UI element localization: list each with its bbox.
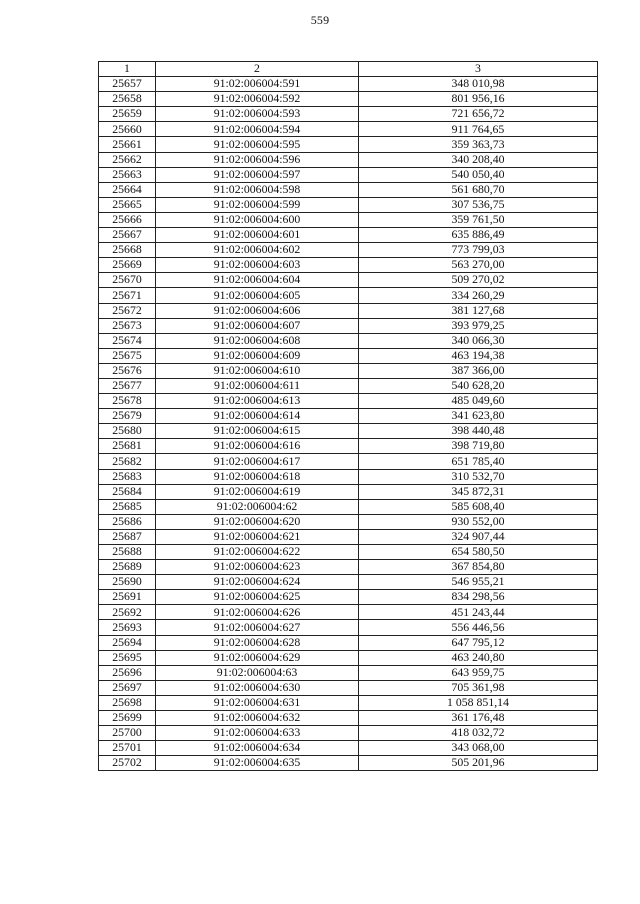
value-cell: 324 907,44 [359,529,598,544]
table-row [99,167,598,182]
table-row [99,635,598,650]
value-cell: 801 956,16 [359,92,598,107]
value-cell: 635 886,49 [359,228,598,243]
row-number-cell: 25702 [99,756,156,771]
cadastral-number-cell: 91:02:006004:627 [156,620,359,635]
cadastral-number-cell: 91:02:006004:591 [156,77,359,92]
table-row [99,318,598,333]
cadastral-number-cell: 91:02:006004:605 [156,288,359,303]
row-number-cell: 25683 [99,469,156,484]
cadastral-number-cell: 91:02:006004:632 [156,711,359,726]
value-cell: 540 050,40 [359,167,598,182]
table-row [99,545,598,560]
value-cell: 643 959,75 [359,665,598,680]
value-cell: 556 446,56 [359,620,598,635]
header-row [99,62,598,77]
cadastral-number-cell: 91:02:006004:620 [156,514,359,529]
row-number-cell: 25696 [99,665,156,680]
value-cell: 345 872,31 [359,484,598,499]
table-row [99,107,598,122]
table-row [99,590,598,605]
value-cell: 343 068,00 [359,741,598,756]
row-number-cell: 25668 [99,243,156,258]
row-number-cell: 25686 [99,514,156,529]
table-row [99,454,598,469]
row-number-cell: 25672 [99,303,156,318]
value-cell: 911 764,65 [359,122,598,137]
table-row [99,182,598,197]
row-number-cell: 25667 [99,228,156,243]
row-number-cell: 25690 [99,575,156,590]
cadastral-number-cell: 91:02:006004:613 [156,394,359,409]
table-body [99,77,598,771]
value-cell: 451 243,44 [359,605,598,620]
row-number-cell: 25678 [99,394,156,409]
table-row [99,122,598,137]
row-number-cell: 25679 [99,409,156,424]
cadastral-number-cell: 91:02:006004:622 [156,545,359,560]
table-row [99,363,598,378]
cadastral-table [98,61,598,771]
table-row [99,529,598,544]
table-row [99,378,598,393]
table-row [99,439,598,454]
table-row [99,726,598,741]
table-row [99,303,598,318]
value-cell: 463 240,80 [359,650,598,665]
cadastral-number-cell: 91:02:006004:634 [156,741,359,756]
column-header-1: 1 [99,62,156,77]
table-row [99,680,598,695]
table-row [99,273,598,288]
cadastral-number-cell: 91:02:006004:63 [156,665,359,680]
cadastral-number-cell: 91:02:006004:617 [156,454,359,469]
table-row [99,484,598,499]
cadastral-number-cell: 91:02:006004:629 [156,650,359,665]
value-cell: 341 623,80 [359,409,598,424]
value-cell: 540 628,20 [359,378,598,393]
value-cell: 398 719,80 [359,439,598,454]
value-cell: 348 010,98 [359,77,598,92]
value-cell: 505 201,96 [359,756,598,771]
cadastral-number-cell: 91:02:006004:603 [156,258,359,273]
cadastral-number-cell: 91:02:006004:623 [156,560,359,575]
table-row [99,650,598,665]
cadastral-number-cell: 91:02:006004:628 [156,635,359,650]
table-row [99,243,598,258]
row-number-cell: 25661 [99,137,156,152]
row-number-cell: 25671 [99,288,156,303]
value-cell: 651 785,40 [359,454,598,469]
table-row [99,741,598,756]
value-cell: 509 270,02 [359,273,598,288]
table-row [99,499,598,514]
value-cell: 585 608,40 [359,499,598,514]
cadastral-number-cell: 91:02:006004:621 [156,529,359,544]
cadastral-number-cell: 91:02:006004:631 [156,695,359,710]
table-row [99,469,598,484]
cadastral-number-cell: 91:02:006004:610 [156,363,359,378]
value-cell: 463 194,38 [359,348,598,363]
table-row [99,394,598,409]
cadastral-number-cell: 91:02:006004:619 [156,484,359,499]
value-cell: 773 799,03 [359,243,598,258]
value-cell: 654 580,50 [359,545,598,560]
row-number-cell: 25659 [99,107,156,122]
value-cell: 310 532,70 [359,469,598,484]
row-number-cell: 25677 [99,378,156,393]
cadastral-number-cell: 91:02:006004:633 [156,726,359,741]
row-number-cell: 25675 [99,348,156,363]
cadastral-number-cell: 91:02:006004:626 [156,605,359,620]
cadastral-number-cell: 91:02:006004:625 [156,590,359,605]
value-cell: 1 058 851,14 [359,695,598,710]
row-number-cell: 25692 [99,605,156,620]
row-number-cell: 25662 [99,152,156,167]
row-number-cell: 25673 [99,318,156,333]
value-cell: 334 260,29 [359,288,598,303]
row-number-cell: 25685 [99,499,156,514]
cadastral-number-cell: 91:02:006004:598 [156,182,359,197]
value-cell: 546 955,21 [359,575,598,590]
cadastral-number-cell: 91:02:006004:599 [156,197,359,212]
row-number-cell: 25695 [99,650,156,665]
table-row [99,424,598,439]
cadastral-number-cell: 91:02:006004:607 [156,318,359,333]
table-row [99,695,598,710]
value-cell: 418 032,72 [359,726,598,741]
row-number-cell: 25681 [99,439,156,454]
value-cell: 367 854,80 [359,560,598,575]
value-cell: 359 363,73 [359,137,598,152]
row-number-cell: 25700 [99,726,156,741]
cadastral-number-cell: 91:02:006004:611 [156,378,359,393]
cadastral-number-cell: 91:02:006004:630 [156,680,359,695]
cadastral-number-cell: 91:02:006004:618 [156,469,359,484]
row-number-cell: 25684 [99,484,156,499]
cadastral-number-cell: 91:02:006004:608 [156,333,359,348]
table-row [99,197,598,212]
cadastral-number-cell: 91:02:006004:593 [156,107,359,122]
row-number-cell: 25657 [99,77,156,92]
row-number-cell: 25660 [99,122,156,137]
column-header-3: 3 [359,62,598,77]
table-row [99,288,598,303]
row-number-cell: 25689 [99,560,156,575]
cadastral-number-cell: 91:02:006004:606 [156,303,359,318]
table-row [99,137,598,152]
row-number-cell: 25676 [99,363,156,378]
row-number-cell: 25691 [99,590,156,605]
row-number-cell: 25674 [99,333,156,348]
cadastral-number-cell: 91:02:006004:616 [156,439,359,454]
value-cell: 361 176,48 [359,711,598,726]
table-row [99,620,598,635]
row-number-cell: 25697 [99,680,156,695]
row-number-cell: 25670 [99,273,156,288]
table-row [99,756,598,771]
row-number-cell: 25658 [99,92,156,107]
row-number-cell: 25693 [99,620,156,635]
value-cell: 485 049,60 [359,394,598,409]
column-header-2: 2 [156,62,359,77]
table-row [99,77,598,92]
value-cell: 647 795,12 [359,635,598,650]
table-row [99,514,598,529]
row-number-cell: 25663 [99,167,156,182]
table-row [99,575,598,590]
row-number-cell: 25701 [99,741,156,756]
table-row [99,152,598,167]
value-cell: 387 366,00 [359,363,598,378]
cadastral-number-cell: 91:02:006004:614 [156,409,359,424]
cadastral-number-cell: 91:02:006004:602 [156,243,359,258]
value-cell: 721 656,72 [359,107,598,122]
table-row [99,605,598,620]
value-cell: 561 680,70 [359,182,598,197]
table-row [99,333,598,348]
cadastral-number-cell: 91:02:006004:600 [156,212,359,227]
cadastral-number-cell: 91:02:006004:601 [156,228,359,243]
row-number-cell: 25694 [99,635,156,650]
row-number-cell: 25665 [99,197,156,212]
cadastral-number-cell: 91:02:006004:615 [156,424,359,439]
value-cell: 340 208,40 [359,152,598,167]
cadastral-number-cell: 91:02:006004:595 [156,137,359,152]
row-number-cell: 25669 [99,258,156,273]
cadastral-number-cell: 91:02:006004:594 [156,122,359,137]
value-cell: 340 066,30 [359,333,598,348]
row-number-cell: 25666 [99,212,156,227]
value-cell: 834 298,56 [359,590,598,605]
cadastral-number-cell: 91:02:006004:596 [156,152,359,167]
table-row [99,560,598,575]
cadastral-number-cell: 91:02:006004:609 [156,348,359,363]
table-header [99,62,598,77]
table-row [99,228,598,243]
value-cell: 359 761,50 [359,212,598,227]
row-number-cell: 25698 [99,695,156,710]
value-cell: 930 552,00 [359,514,598,529]
value-cell: 705 361,98 [359,680,598,695]
table-row [99,711,598,726]
value-cell: 393 979,25 [359,318,598,333]
row-number-cell: 25699 [99,711,156,726]
row-number-cell: 25664 [99,182,156,197]
cadastral-number-cell: 91:02:006004:604 [156,273,359,288]
table-row [99,212,598,227]
table-row [99,92,598,107]
cadastral-number-cell: 91:02:006004:592 [156,92,359,107]
cadastral-number-cell: 91:02:006004:597 [156,167,359,182]
value-cell: 381 127,68 [359,303,598,318]
table-row [99,409,598,424]
cadastral-number-cell: 91:02:006004:62 [156,499,359,514]
table-row [99,665,598,680]
value-cell: 398 440,48 [359,424,598,439]
cadastral-number-cell: 91:02:006004:624 [156,575,359,590]
row-number-cell: 25687 [99,529,156,544]
page-number: 559 [310,13,330,27]
row-number-cell: 25680 [99,424,156,439]
table-row [99,348,598,363]
row-number-cell: 25682 [99,454,156,469]
cadastral-number-cell: 91:02:006004:635 [156,756,359,771]
table-row [99,258,598,273]
value-cell: 563 270,00 [359,258,598,273]
value-cell: 307 536,75 [359,197,598,212]
row-number-cell: 25688 [99,545,156,560]
